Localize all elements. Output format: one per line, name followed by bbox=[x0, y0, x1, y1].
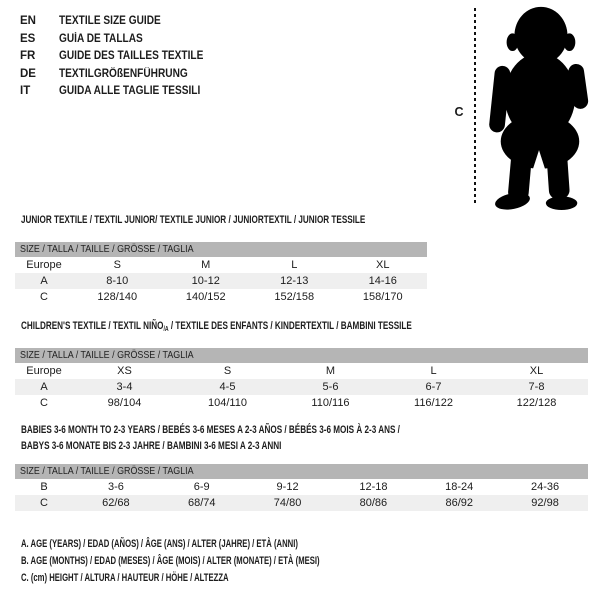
size-header-text: SIZE / TALLA / TAILLE / GRÖSSE / TAGLIA bbox=[20, 243, 194, 255]
lang-label: GUIDA ALLE TAGLIE TESSILI bbox=[59, 85, 201, 98]
legend-text-a: A. AGE (YEARS) / EDAD (AÑOS) / ÂGE (ANS) / ALTER (JAHRE) / ETÀ (ANNI) bbox=[21, 538, 298, 550]
baby-silhouette-icon bbox=[486, 2, 592, 212]
row-label: C bbox=[40, 291, 48, 303]
children-title-pre: CHILDREN'S TEXTILE / TEXTIL NIÑO bbox=[21, 320, 164, 332]
lang-row-it bbox=[20, 83, 223, 101]
legend-line-b bbox=[21, 553, 448, 570]
size-header-bar bbox=[15, 464, 588, 479]
size-cell: 98/104 bbox=[107, 397, 142, 409]
children-section-title bbox=[21, 319, 549, 334]
size-cell: 9-12 bbox=[276, 481, 299, 493]
lang-row-en bbox=[20, 13, 223, 31]
size-cell: 122/128 bbox=[516, 397, 557, 409]
row-label: Europe bbox=[26, 365, 62, 377]
row-label: C bbox=[40, 397, 48, 409]
legend-line-a bbox=[21, 536, 448, 553]
height-label-c: C bbox=[454, 105, 464, 119]
size-cell: 8-10 bbox=[73, 273, 162, 289]
lang-row-fr bbox=[20, 48, 223, 66]
children-title-text bbox=[21, 319, 412, 337]
children-title-subscript: /A bbox=[163, 326, 169, 333]
size-cell: 12-13 bbox=[250, 273, 339, 289]
legend-text-c: C. (cm) HEIGHT / ALTURA / HAUTEUR / HÖHE / ALTEZZA bbox=[21, 572, 229, 585]
size-cell: 4-5 bbox=[176, 379, 279, 395]
babies-size-table bbox=[15, 464, 588, 511]
lang-code: DE bbox=[20, 67, 36, 80]
height-dashed-line bbox=[474, 8, 476, 206]
lang-code: ES bbox=[20, 32, 36, 45]
size-cell: 3-4 bbox=[73, 379, 176, 395]
size-cell: 116/122 bbox=[414, 397, 453, 409]
row-label: A bbox=[15, 379, 73, 395]
babies-title-text-2: BABYS 3-6 MONATE BIS 2-3 JAHRE / BAMBINI 3-6 MESI A 2-3 ANNI bbox=[21, 440, 282, 452]
children-size-table bbox=[15, 348, 588, 411]
size-cell: 6-7 bbox=[382, 379, 485, 395]
row-label: C bbox=[15, 495, 73, 511]
babies-section-title-line2 bbox=[21, 439, 373, 454]
size-cell: 152/158 bbox=[274, 291, 315, 303]
size-cell: S bbox=[113, 259, 121, 271]
children-title-post: / TEXTILE DES ENFANTS / KINDERTEXTIL / BAMBINI TESSILE bbox=[168, 320, 412, 332]
size-cell: 86/92 bbox=[416, 495, 502, 511]
legend bbox=[21, 536, 448, 588]
lang-label: TEXTILE SIZE GUIDE bbox=[59, 15, 161, 27]
size-cell: 14-16 bbox=[339, 273, 428, 289]
size-cell: M bbox=[325, 365, 336, 377]
size-cell: 158/170 bbox=[362, 291, 403, 303]
size-cell: 68/74 bbox=[159, 495, 245, 511]
size-cell: L bbox=[430, 365, 437, 377]
size-cell: 92/98 bbox=[502, 495, 588, 511]
lang-code: FR bbox=[20, 50, 36, 63]
row-label: A bbox=[15, 273, 73, 289]
size-cell: 3-6 bbox=[107, 481, 124, 493]
size-cell: 104/110 bbox=[208, 397, 247, 409]
babies-title-text-1: BABIES 3-6 MONTH TO 2-3 YEARS / BEBÉS 3-6 MESES A 2-3 AÑOS / BÉBÉS 3-6 MOIS À 2-3 ANS / bbox=[21, 424, 400, 436]
size-cell: 62/68 bbox=[73, 495, 159, 511]
size-cell: 80/86 bbox=[330, 495, 416, 511]
lang-label: GUIDE DES TAILLES TEXTILE bbox=[59, 50, 204, 63]
junior-size-table bbox=[15, 242, 427, 305]
size-cell: 140/152 bbox=[185, 291, 226, 303]
lang-row-es bbox=[20, 31, 223, 49]
size-header-text: SIZE / TALLA / TAILLE / GRÖSSE / TAGLIA bbox=[20, 349, 194, 361]
size-cell: 74/80 bbox=[245, 495, 331, 511]
babies-section-title-line1 bbox=[21, 423, 533, 438]
size-cell: 18-24 bbox=[445, 481, 474, 493]
size-header-text: SIZE / TALLA / TAILLE / GRÖSSE / TAGLIA bbox=[20, 465, 194, 477]
size-cell: L bbox=[291, 259, 298, 271]
row-label: Europe bbox=[26, 259, 62, 271]
size-header-bar bbox=[15, 348, 588, 363]
size-header-bar bbox=[15, 242, 427, 257]
size-cell: XL bbox=[529, 365, 544, 377]
lang-row-de bbox=[20, 66, 223, 84]
size-cell: 10-12 bbox=[162, 273, 251, 289]
lang-code: EN bbox=[20, 15, 36, 27]
size-cell: 12-18 bbox=[359, 481, 388, 493]
size-cell: 24-36 bbox=[531, 481, 560, 493]
lang-code: IT bbox=[20, 85, 31, 98]
size-cell: 6-9 bbox=[193, 481, 210, 493]
size-cell: 7-8 bbox=[485, 379, 588, 395]
size-cell: 5-6 bbox=[279, 379, 382, 395]
legend-line-c bbox=[21, 570, 448, 587]
row-label: B bbox=[40, 481, 48, 493]
lang-label: GUÍA DE TALLAS bbox=[59, 32, 143, 45]
language-list bbox=[20, 13, 223, 101]
lang-label: TEXTILGRÖßENFÜHRUNG bbox=[59, 67, 188, 80]
size-cell: 128/140 bbox=[97, 291, 138, 303]
size-cell: 110/116 bbox=[311, 397, 350, 409]
legend-text-b: B. AGE (MONTHS) / EDAD (MESES) / ÂGE (MOIS) / ALTER (MONATE) / ETÀ (MESI) bbox=[21, 555, 320, 568]
size-cell: S bbox=[223, 365, 232, 377]
size-cell: XS bbox=[117, 365, 132, 377]
junior-title-text: JUNIOR TEXTILE / TEXTIL JUNIOR/ TEXTILE JUNIOR / JUNIORTEXTIL / JUNIOR TESSILE bbox=[21, 214, 366, 226]
size-cell: M bbox=[201, 259, 211, 271]
size-cell: XL bbox=[376, 259, 390, 271]
junior-section-title bbox=[21, 213, 486, 228]
